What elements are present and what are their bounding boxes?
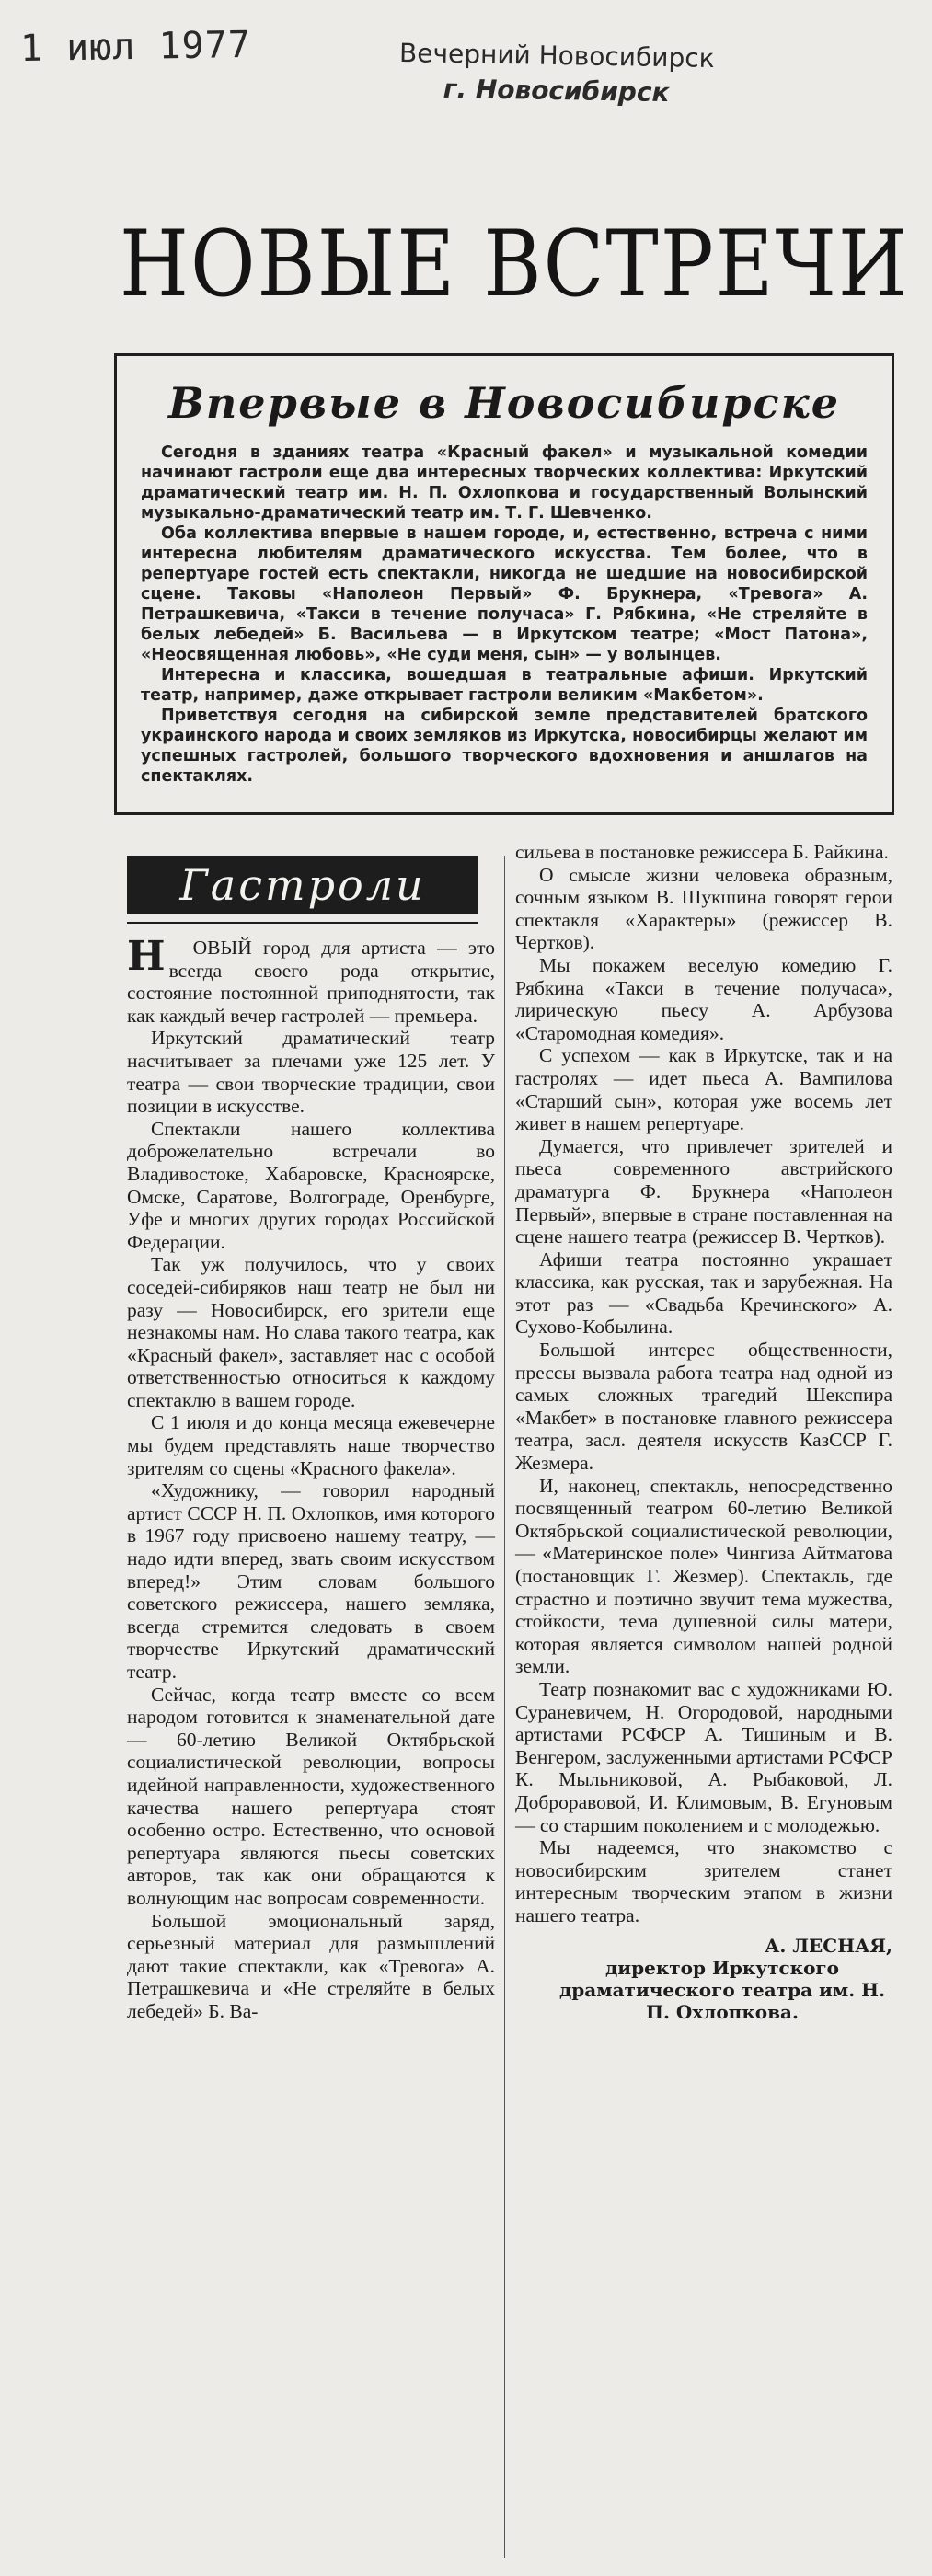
rubric-rule (127, 922, 478, 924)
lead-title: Впервые в Новосибирске (167, 378, 840, 428)
article-column-left (127, 856, 495, 2558)
article-paragraph: Спектакли нашего коллектива доброжелательно встречали во Владивостоке, Хабаровске, Красноярске, Омске, Саратове, Волгограде, Оренбурге, Уфе и многих других городах Российской Федерации. (127, 1117, 495, 1253)
article-paragraph: Сейчас, когда театр вместе со всем народом готовится к знаменательной дате — 60-летию Великой Октябрьской социалистической революции, вопросы идейной направленности, художественного качества нашего репертуара стоят особенно остро. Естественно, что основой репертуара являются пьесы советских авторов, так как они обращаются к волнующим нас вопросам современности. (127, 1683, 495, 1909)
article-paragraph: Театр познакомит вас с художниками Ю. Сураневичем, Н. Огородовой, народными артистами РСФСР А. Тишиным и В. Венгером, заслуженными артистами РСФСР К. Мыльниковой, А. Рыбаковой, Л. Доброравовой, И. Климовым, В. Егуновым — со старшим поколением и с молодежью. (515, 1677, 892, 1836)
headline: НОВЫЕ ВСТРЕЧИ (120, 212, 909, 317)
article-paragraph: «Художнику, — говорил народный артист СССР Н. П. Охлопков, имя которого в 1967 году присвоено нашему театру, — надо идти вперед, звать своим искусством вперед!» Этим словам большого советского режиссера, нашего земляка, всегда стремится следовать в своем творчестве Иркутский драматический театр. (127, 1479, 495, 1683)
article-paragraph: С успехом — как в Иркутске, так и на гастролях — идет пьеса А. Вампилова «Старший сын», которая уже восемь лет живет в нашем репертуаре. (515, 1044, 892, 1135)
lead-text (141, 443, 868, 787)
article-column-right (515, 841, 892, 2552)
date-stamp: 1 июл 1977 (19, 23, 252, 71)
article-paragraph: О смысле жизни человека образным, сочным языком В. Шукшина говорят герои спектакля «Характеры» (режиссер В. Чертков). (515, 863, 892, 954)
article-paragraph: Большой интерес общественности, прессы вызвала работа театра над одной из самых сложных трагедий Шекспира «Макбет» в постановке главного режиссера театра, засл. деятеля искусств КазССР Г. Жезмера. (515, 1339, 892, 1475)
author-role: директор Иркутского драматического театра им. Н. П. Охлопкова. (558, 1956, 886, 2023)
article-paragraph: Большой эмоциональный заряд, серьезный материал для размышлений дают такие спектакли, как «Тревога» А. Петрашкевича и «Не стреляйте в белых лебедей» Б. Ва- (127, 1909, 495, 2022)
article-paragraph: Иркутский драматический театр насчитывает за плечами уже 125 лет. У театра — свои творческие традиции, свои позиции в искусстве. (127, 1027, 495, 1118)
article-continuation: сильева в постановке режиссера Б. Райкина. (515, 841, 889, 863)
first-paragraph-text: ОВЫЙ город для артиста — это всегда своего рода открытие, состояние постоянной приподнятости, так как каждый вечер гастролей — премьера. (127, 937, 495, 1027)
lead-box (114, 353, 894, 815)
rubric-label: Гастроли (127, 856, 478, 914)
article-paragraph: Мы покажем веселую комедию Г. Рябкина «Такси в течение получаса», лирическую пьесу А. Арбузова «Старомодная комедия». (515, 953, 892, 1044)
lead-paragraph: Интересна и классика, вошедшая в театральные афиши. Иркутский театр, например, даже открывает гастроли великим «Макбетом». (141, 666, 868, 705)
author-name: А. ЛЕСНАЯ, (765, 1934, 892, 1957)
column-divider (504, 856, 505, 2558)
source-newspaper: Вечерний Новосибирск (398, 38, 715, 74)
article-paragraph: Афиши театра постоянно украшает классика, как русская, так и зарубежная. На этот раз — «Свадьба Кречинского» А. Сухово-Кобылина. (515, 1248, 892, 1339)
article-paragraph: С 1 июля и до конца месяца ежевечерне мы будем представлять наше творчество зрителям со сцены «Красного факела». (127, 1411, 495, 1479)
source-city: г. Новосибирск (443, 73, 670, 109)
lead-paragraph: Оба коллектива впервые в нашем городе, и, естественно, встреча с ними интересна любителям драматического искусства. Тем более, что в репертуаре гостей есть спектакли, никогда не шедшие на новосибирской сцене. Таковы «Наполеон Первый» Ф. Брукнера, «Тревога» А. Петрашкевича, «Такси в течение получаса» Г. Рябкина, «Не стреляйте в белых лебедей» Б. Васильева — в Иркутском театре; «Мост Патона», «Неосвященная любовь», «Не суди меня, сын» — у волынцев. (141, 524, 868, 664)
article-paragraph: Думается, что привлечет зрителей и пьеса современного австрийского драматурга Ф. Брукнера «Наполеон Первый», впервые в стране поставленная на сцене нашего театра (режиссер В. Чертков). (515, 1134, 892, 1248)
lead-paragraph: Приветствуя сегодня на сибирской земле представителей братского украинского народа и своих земляков из Иркутска, новосибирцы желают им успешных гастролей, большого творческого вдохновения и аншлагов на спектаклях. (141, 707, 868, 786)
lead-paragraph: Сегодня в зданиях театра «Красный факел» и музыкальной комедии начинают гастроли еще два интересных творческих коллектива: Иркутский драматический театр им. Н. П. Охлопкова и государственный Волынский музыкально-драматический театр им. Т. Г. Шевченко. (141, 443, 868, 523)
article-paragraph: И, наконец, спектакль, непосредственно посвященный театром 60-летию Великой Октябрьской социалистической революции, — «Материнское поле» Чингиза Айтматова (постановщик Г. Жезмер). Спектакль, где страстно и поэтично звучит тема мужества, стойкости, тема душевной силы матери, которая является символом нашей родной земли. (515, 1474, 892, 1678)
signature (515, 1935, 892, 2023)
dropcap: Н (127, 933, 166, 980)
article-paragraph: Так уж получилось, что у своих соседей-сибиряков наш театр не был ни разу — Новосибирск, его зрители еще незнакомы нам. Но слава такого театра, как «Красный факел», заставляет нас с особой ответственностью относиться к каждому спектаклю в вашем городе. (127, 1253, 495, 1411)
source-stamp (358, 35, 754, 111)
article-paragraph: Мы надеемся, что знакомство с новосибирским зрителем станет интересным творческим этапом в жизни нашего театра. (515, 1836, 892, 1926)
article-paragraph (127, 933, 495, 1027)
